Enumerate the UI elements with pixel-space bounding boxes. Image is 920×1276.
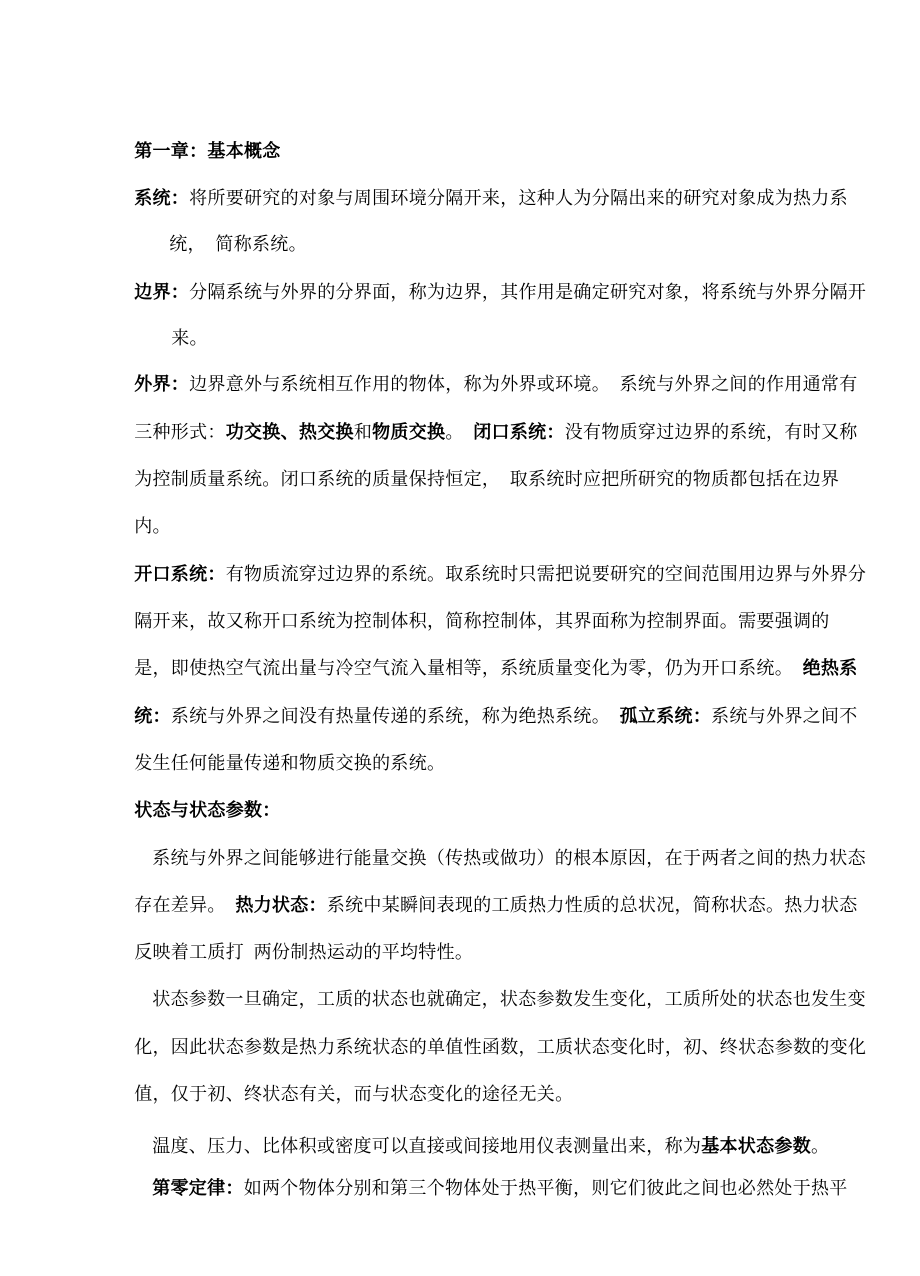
text-segment: 隔开来，故又称开口系统为控制体积，简称控制体，其界面称为控制界面。需要强调的 [134, 611, 830, 631]
chapter-heading [115, 112, 281, 161]
text-segment: 统， 简称系统。 [169, 234, 307, 254]
text-line [115, 629, 858, 678]
chapter-title: 第一章：基本概念 [134, 141, 281, 161]
term-thermodynamic-state: 热力状态： [235, 895, 327, 915]
section-heading [115, 771, 281, 820]
text-segment: 系统与外界之间能够进行能量交换（传热或做功）的根本原因，在于两者之间的热力状态 [152, 848, 866, 868]
text-segment: 和 [353, 422, 373, 442]
text-line [150, 205, 307, 254]
text-segment: 状态参数一旦确定，工质的状态也就确定，状态参数发生变化，工质所处的状态也发生变 [152, 989, 866, 1009]
text-line [115, 393, 858, 442]
text-line [115, 677, 858, 726]
text-segment: 来。 [171, 328, 208, 348]
text-line [115, 159, 848, 208]
text-line [115, 487, 171, 536]
term-basic-state-parameters: 基本状态参数 [701, 1136, 812, 1156]
section-title-state-parameters: 状态与状态参数： [134, 800, 281, 820]
text-line [115, 1055, 574, 1104]
text-segment: 存在差异。 [134, 895, 236, 915]
text-segment: 。 [445, 422, 474, 442]
term-adiabatic-system-end: 统： [134, 706, 171, 726]
text-segment: 值，仅于初、终状态有关，而与状态变化的途径无关。 [134, 1084, 574, 1104]
text-line [115, 345, 858, 394]
term-mass-exchange: 物质交换 [372, 422, 446, 442]
term-isolated-system: 孤立系统： [619, 706, 712, 726]
text-line [115, 440, 840, 489]
term-closed-system: 闭口系统： [473, 422, 565, 442]
text-line [133, 819, 866, 868]
text-line [115, 866, 858, 915]
text-segment: 分隔系统与外界的分界面，称为边界，其作用是确定研究对象，将系统与外界分隔开 [189, 282, 867, 302]
text-segment: 化，因此状态参数是热力系统状态的单值性函数，工质状态变化时，初、终状态参数的变化 [134, 1037, 867, 1057]
text-segment: 系统与外界之间不 [711, 706, 858, 726]
text-line [133, 1149, 848, 1198]
text-line [115, 724, 446, 773]
text-line [115, 1008, 867, 1057]
text-segment: 发生任何能量传递和物质交换的系统。 [134, 753, 446, 773]
term-boundary: 边界： [134, 282, 190, 302]
text-line [152, 299, 208, 348]
text-segment: 将所要研究的对象与周围环境分隔开来，这种人为分隔出来的研究对象成为热力系 [189, 188, 848, 208]
term-surroundings: 外界： [134, 374, 190, 394]
text-segment: 系统与外界之间没有热量传递的系统，称为绝热系统。 [170, 706, 620, 726]
text-segment: 反映着工质打 两份制热运动的平均特性。 [134, 942, 474, 962]
text-segment: 温度、压力、比体积或密度可以直接或间接地用仪表测量出来，称为 [152, 1136, 702, 1156]
term-work-heat-exchange: 功交换、热交换 [225, 422, 354, 442]
text-line [115, 253, 867, 302]
term-adiabatic-system: 绝热系 [802, 658, 858, 678]
term-system: 系统： [134, 188, 190, 208]
term-zeroth-law: 第零定律： [152, 1178, 244, 1198]
text-line [115, 582, 830, 631]
text-segment: 没有物质穿过边界的系统，有时又称 [564, 422, 858, 442]
text-segment: 有物质流穿过边界的系统。取系统时只需把说要研究的空间范围用边界与外界分 [225, 564, 867, 584]
term-open-system: 开口系统： [134, 564, 226, 584]
text-segment: 为控制质量系统。闭口系统的质量保持恒定， 取系统时应把所研究的物质都包括在边界 [134, 469, 840, 489]
text-segment: 内。 [134, 516, 171, 536]
text-segment: 边界意外与系统相互作用的物体，称为外界或环境。 系统与外界之间的作用通常有 [189, 374, 858, 394]
text-line [115, 535, 867, 584]
text-segment: 是，即使热空气流出量与冷空气流入量相等，系统质量变化为零，仍为开口系统。 [134, 658, 803, 678]
text-segment: 。 [811, 1136, 830, 1156]
text-segment: 三种形式： [134, 422, 226, 442]
text-line [133, 1107, 830, 1156]
text-line [133, 960, 866, 1009]
text-segment: 如两个物体分别和第三个物体处于热平衡，则它们彼此之间也必然处于热平 [243, 1178, 848, 1198]
text-line [115, 913, 474, 962]
text-segment: 系统中某瞬间表现的工质热力性质的总状况，简称状态。热力状态 [326, 895, 858, 915]
